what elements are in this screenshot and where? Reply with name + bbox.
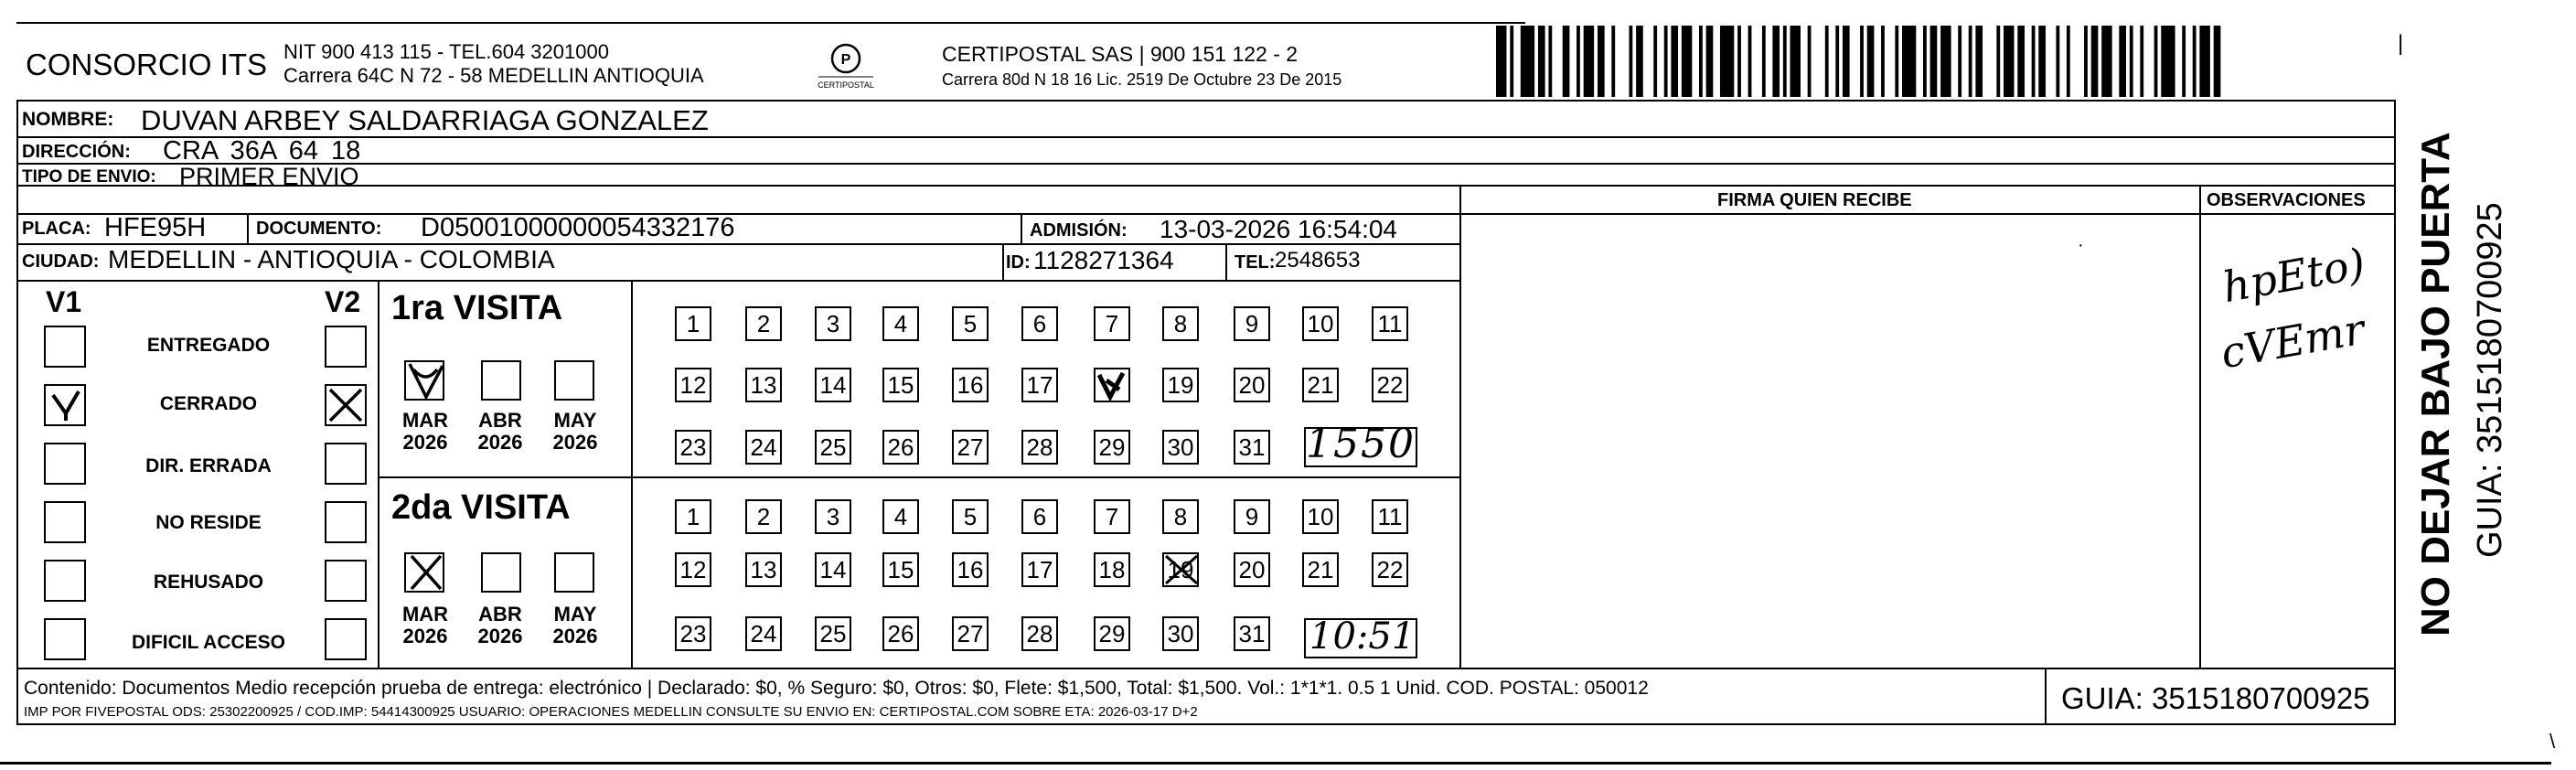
visit1-month-may xyxy=(545,410,605,454)
visit2-day-9[interactable]: 9 xyxy=(1234,499,1270,534)
visit2-month-mar xyxy=(395,604,455,647)
second-visit-title: 2da VISITA xyxy=(391,488,571,527)
visit1-day-20[interactable]: 20 xyxy=(1234,368,1270,402)
visit2-day-17[interactable]: 17 xyxy=(1021,552,1058,587)
barcode-bar xyxy=(1629,26,1632,97)
visit1-day-17[interactable]: 17 xyxy=(1021,368,1058,402)
barcode-bar xyxy=(2032,26,2036,97)
visit1-day-29[interactable]: 29 xyxy=(1094,430,1130,465)
barcode-bar xyxy=(1748,26,1752,97)
v1-checkbox-rehusado[interactable] xyxy=(44,560,86,602)
visit1-month-label: MAY xyxy=(553,409,597,432)
visit2-day-3[interactable]: 3 xyxy=(815,499,851,534)
visit2-month-checkbox-abr[interactable] xyxy=(481,552,521,593)
barcode-bar xyxy=(1584,26,1594,97)
visit1-day-18[interactable] xyxy=(1094,368,1130,402)
visit1-month-checkbox-may[interactable] xyxy=(554,360,594,401)
visit2-day-6[interactable]: 6 xyxy=(1021,499,1058,534)
visit2-day-8[interactable]: 8 xyxy=(1162,499,1199,534)
barcode-bar xyxy=(1808,26,1812,97)
left-border xyxy=(16,100,18,723)
status-label-no-reside: NO RESIDE xyxy=(155,512,262,533)
side-warning: NO DEJAR BAJO PUERTA xyxy=(2413,132,2458,636)
barcode-bar xyxy=(1563,26,1570,97)
logo-icon xyxy=(814,40,878,95)
top-border xyxy=(16,22,1525,24)
visit2-day-13[interactable]: 13 xyxy=(745,552,782,587)
v1-label: V1 xyxy=(46,285,82,318)
barcode-bar xyxy=(1825,26,1829,97)
row-line xyxy=(16,185,2394,187)
v1-checkbox-dificil-acceso[interactable] xyxy=(44,618,86,660)
nombre-value: DUVAN ARBEY SALDARRIAGA GONZALEZ xyxy=(141,104,709,136)
bottom-border xyxy=(16,723,2396,725)
visit2-day-18[interactable]: 18 xyxy=(1094,552,1130,587)
barcode-bar xyxy=(1671,26,1678,97)
barcode-bar xyxy=(1860,26,1864,97)
admision-value: 13-03-2026 16:54:04 xyxy=(1160,215,1397,243)
page-bottom-line xyxy=(0,762,2551,765)
documento-label: DOCUMENTO: xyxy=(256,219,382,239)
admision-label: ADMISIÓN: xyxy=(1030,220,1128,241)
footer-guia: GUIA: 3515180700925 xyxy=(2061,681,2370,715)
visit1-day-2[interactable]: 2 xyxy=(745,306,782,341)
visit2-day-27[interactable]: 27 xyxy=(952,616,989,651)
placa-value: HFE95H xyxy=(104,213,207,242)
placa-label: PLACA: xyxy=(22,219,91,239)
col-firma-left xyxy=(1459,185,1461,668)
certipostal-logo xyxy=(814,40,878,95)
direccion-value: CRA 36A 64 18 xyxy=(163,136,361,166)
visit2-day-29[interactable]: 29 xyxy=(1094,616,1130,651)
visit1-day-8[interactable]: 8 xyxy=(1162,306,1199,341)
footer-line-2: IMP POR FIVEPOSTAL ODS: 25302200925 / COD.IMP: 54414300925 USUARIO: OPERACIONES MEDELLIN CONSULTE SU ENVIO EN: CERTIPOSTAL.COM SOBRE ETA: 2026-03-17 D+2 xyxy=(24,704,1198,720)
visit2-day-14[interactable]: 14 xyxy=(815,552,851,587)
visit2-time: 10:51 xyxy=(1309,615,1416,658)
documento-value: D05001000000054332176 xyxy=(421,213,735,242)
barcode-bar xyxy=(1521,26,1534,97)
visit1-day-15[interactable]: 15 xyxy=(882,368,919,402)
svg-text:CERTIPOSTAL: CERTIPOSTAL xyxy=(818,80,874,90)
visit1-day-12[interactable]: 12 xyxy=(675,368,711,402)
visit1-day-3[interactable]: 3 xyxy=(815,306,851,341)
barcode-bar xyxy=(1762,26,1766,97)
visit1-day-31[interactable]: 31 xyxy=(1234,430,1270,465)
v2-checkbox-entregado[interactable] xyxy=(325,326,367,368)
barcode-bar xyxy=(2004,26,2014,97)
certipostal-address: Carrera 80d N 18 16 Lic. 2519 De Octubre 23 De 2015 xyxy=(942,70,1342,89)
corner-mark: \ xyxy=(2549,730,2556,753)
visit1-day-1[interactable]: 1 xyxy=(675,306,711,341)
barcode-bar xyxy=(2067,26,2070,97)
visit2-day-11[interactable]: 11 xyxy=(1372,499,1408,534)
ciudad-value: MEDELLIN - ANTIOQUIA - COLOMBIA xyxy=(108,245,555,273)
col-status-sep xyxy=(378,280,379,668)
barcode-bar xyxy=(1737,26,1741,97)
status-label-dir-errada: DIR. ERRADA xyxy=(145,455,272,476)
footer-top-line xyxy=(16,668,2394,669)
visit1-day-27[interactable]: 27 xyxy=(952,430,989,465)
visit2-day-24[interactable]: 24 xyxy=(745,616,782,651)
barcode-bar xyxy=(1636,26,1643,97)
side-guia: GUIA: 3515180700925 xyxy=(2471,202,2509,558)
visit2-day-16[interactable]: 16 xyxy=(952,552,989,587)
visit1-day-30[interactable]: 30 xyxy=(1162,430,1199,465)
visit1-month-abr xyxy=(470,410,530,454)
visit1-day-22[interactable]: 22 xyxy=(1372,368,1408,402)
visit1-day-13[interactable]: 13 xyxy=(745,368,782,402)
barcode-bar xyxy=(1902,26,1916,97)
visit1-day-28[interactable]: 28 xyxy=(1021,430,1058,465)
barcode-bar xyxy=(1975,26,1983,97)
observaciones-header: OBSERVACIONES xyxy=(2207,190,2366,210)
visit2-day-10[interactable]: 10 xyxy=(1302,499,1339,534)
barcode-bar xyxy=(1867,26,1875,97)
direccion-label: DIRECCIÓN: xyxy=(22,142,131,162)
visit1-year-label: 2026 xyxy=(477,431,523,454)
barcode-bar xyxy=(1611,26,1615,97)
col-month-sep xyxy=(631,280,633,668)
visit2-day-25[interactable]: 25 xyxy=(815,616,851,651)
barcode-bar xyxy=(1790,26,1801,97)
v1-checkbox-dir-errada[interactable] xyxy=(44,443,86,485)
visit1-year-label: 2026 xyxy=(402,431,448,454)
visit1-day-14[interactable]: 14 xyxy=(815,368,851,402)
visit2-month-label: ABR xyxy=(478,603,522,626)
barcode-bar xyxy=(1772,26,1780,97)
visit2-month-may xyxy=(545,604,605,647)
visit2-day-4[interactable]: 4 xyxy=(882,499,919,534)
visit2-year-label: 2026 xyxy=(477,625,523,647)
visit2-day-7[interactable]: 7 xyxy=(1094,499,1130,534)
visit2-day-28[interactable]: 28 xyxy=(1021,616,1058,651)
status-label-dificil-acceso: DIFICIL ACCESO xyxy=(131,632,285,653)
barcode-bar xyxy=(2084,26,2088,97)
svg-text:P: P xyxy=(840,52,851,68)
barcode-bar xyxy=(1682,26,1692,97)
visit1-day-23[interactable]: 23 xyxy=(675,430,711,465)
barcode-bar xyxy=(1930,26,1938,97)
visit-divider xyxy=(378,476,1459,478)
tel-value: 2548653 xyxy=(1275,248,1361,273)
id-label: ID: xyxy=(1006,252,1031,273)
visit1-year-label: 2026 xyxy=(552,431,598,454)
visit1-day-16[interactable]: 16 xyxy=(952,368,989,402)
barcode-bar xyxy=(1706,26,1714,97)
barcode-bar xyxy=(2119,26,2126,97)
visit1-day-21[interactable]: 21 xyxy=(1302,368,1339,402)
visit2-year-label: 2026 xyxy=(552,625,598,647)
barcode-bar xyxy=(1664,26,1668,97)
visit1-month-checkbox-abr[interactable] xyxy=(481,360,521,401)
handwritten-obs-1: hpEto) xyxy=(2218,238,2369,313)
certipostal-name: CERTIPOSTAL SAS | 900 151 122 - 2 xyxy=(942,42,1299,66)
barcode-bar xyxy=(2199,26,2209,97)
barcode-bar xyxy=(1940,26,1951,97)
barcode-bar xyxy=(1510,26,1513,97)
barcode-bar xyxy=(2193,26,2197,97)
barcode-bar xyxy=(1496,26,1506,97)
status-label-rehusado: REHUSADO xyxy=(153,572,264,593)
v2-label: V2 xyxy=(325,285,361,318)
row-line xyxy=(16,163,2394,165)
header-tick: | xyxy=(2398,31,2404,56)
barcode-bar xyxy=(1538,26,1545,97)
barcode-bar xyxy=(1783,26,1787,97)
barcode-bar xyxy=(1577,26,1580,97)
v1-checkbox-no-reside[interactable] xyxy=(44,501,86,543)
visit2-day-31[interactable]: 31 xyxy=(1234,616,1270,651)
tel-label: TEL: xyxy=(1235,252,1276,273)
ciudad-label: CIUDAD: xyxy=(22,251,100,272)
visit1-month-label: ABR xyxy=(478,409,522,432)
barcode-bar xyxy=(2130,26,2133,97)
visit2-day-21[interactable]: 21 xyxy=(1302,552,1339,587)
v2-checkbox-no-reside[interactable] xyxy=(325,501,367,543)
v2-checkbox-rehusado[interactable] xyxy=(325,560,367,602)
visit2-day-19[interactable]: 19 xyxy=(1162,552,1199,587)
barcode xyxy=(1496,26,2228,97)
barcode-bar xyxy=(2161,26,2175,97)
visit2-day-12[interactable]: 12 xyxy=(675,552,711,587)
barcode-bar xyxy=(2214,26,2221,97)
barcode-bar xyxy=(1996,26,2000,97)
visit1-month-label: MAR xyxy=(401,409,449,432)
barcode-bar xyxy=(1598,26,1605,97)
col-id-sep xyxy=(1002,243,1004,280)
barcode-bar xyxy=(2154,26,2158,97)
visit1-day-24[interactable]: 24 xyxy=(745,430,782,465)
company-name: CONSORCIO ITS xyxy=(26,48,268,81)
v1-checkbox-entregado[interactable] xyxy=(44,326,86,368)
v2-checkbox-cerrado[interactable] xyxy=(325,384,367,426)
barcode-bar xyxy=(1843,26,1850,97)
nombre-label: NOMBRE: xyxy=(22,109,114,130)
v2-checkbox-dificil-acceso[interactable] xyxy=(325,618,367,660)
visit1-month-mar xyxy=(395,410,455,454)
col-placa-sep xyxy=(247,213,249,243)
barcode-bar xyxy=(2182,26,2186,97)
tipo-label: TIPO DE ENVIO: xyxy=(22,167,156,187)
row-line xyxy=(16,136,2394,138)
barcode-bar xyxy=(1895,26,1898,97)
visit2-day-22[interactable]: 22 xyxy=(1372,552,1408,587)
barcode-bar xyxy=(1548,26,1552,97)
col-obs-left xyxy=(2199,185,2201,668)
v1-checkbox-cerrado[interactable] xyxy=(44,384,86,426)
barcode-bar xyxy=(1958,26,1961,97)
barcode-bar xyxy=(1653,26,1657,97)
tipo-value: PRIMER ENVIO xyxy=(179,163,359,190)
first-visit-title: 1ra VISITA xyxy=(391,289,563,327)
visit2-month-label: MAY xyxy=(553,603,597,626)
col-footer-guia xyxy=(2045,668,2047,723)
col-tel-sep xyxy=(1225,243,1227,280)
barcode-bar xyxy=(1881,26,1885,97)
visit1-day-6[interactable]: 6 xyxy=(1021,306,1058,341)
visit2-day-26[interactable]: 26 xyxy=(882,616,919,651)
barcode-bar xyxy=(2038,26,2046,97)
signature-dot: · xyxy=(2078,235,2084,255)
barcode-bar xyxy=(2017,26,2025,97)
visit2-day-2[interactable]: 2 xyxy=(745,499,782,534)
visit2-month-checkbox-may[interactable] xyxy=(554,552,594,593)
barcode-bar xyxy=(1923,26,1927,97)
visit1-day-26[interactable]: 26 xyxy=(882,430,919,465)
company-address: Carrera 64C N 72 - 58 MEDELLIN ANTIOQUIA xyxy=(283,64,704,87)
visit2-day-5[interactable]: 5 xyxy=(952,499,989,534)
firma-header: FIRMA QUIEN RECIBE xyxy=(1717,190,1912,210)
visit2-month-checkbox-mar[interactable] xyxy=(404,552,444,593)
visit1-day-9[interactable]: 9 xyxy=(1234,306,1270,341)
barcode-bar xyxy=(1969,26,1972,97)
visit1-day-5[interactable]: 5 xyxy=(952,306,989,341)
status-label-cerrado: CERRADO xyxy=(159,393,258,414)
visit1-day-11[interactable]: 11 xyxy=(1372,306,1408,341)
visit2-month-abr xyxy=(470,604,530,647)
id-value: 1128271364 xyxy=(1033,246,1174,274)
visit2-year-label: 2026 xyxy=(402,625,448,647)
barcode-bar xyxy=(1835,26,1839,97)
visit1-day-25[interactable]: 25 xyxy=(815,430,851,465)
col-admision-sep xyxy=(1021,213,1022,243)
barcode-bar xyxy=(2091,26,2099,97)
visit2-day-15[interactable]: 15 xyxy=(882,552,919,587)
visit2-day-30[interactable]: 30 xyxy=(1162,616,1199,651)
visit1-month-checkbox-mar[interactable] xyxy=(404,360,444,401)
barcode-bar xyxy=(2140,26,2143,97)
visit2-day-23[interactable]: 23 xyxy=(675,616,711,651)
visit1-day-4[interactable]: 4 xyxy=(882,306,919,341)
v2-checkbox-dir-errada[interactable] xyxy=(325,443,367,485)
barcode-bar xyxy=(2101,26,2111,97)
barcode-bar xyxy=(2056,26,2059,97)
barcode-bar xyxy=(1720,26,1734,97)
header-bottom-border xyxy=(16,100,2394,102)
row-line xyxy=(16,280,1459,282)
right-border xyxy=(2394,100,2396,723)
visit2-month-label: MAR xyxy=(401,603,449,626)
visit2-day-1[interactable]: 1 xyxy=(675,499,711,534)
company-nit: NIT 900 413 115 - TEL.604 3201000 xyxy=(283,40,609,63)
barcode-bar xyxy=(1699,26,1703,97)
visit1-time: 1550 xyxy=(1306,421,1416,467)
visit1-day-19[interactable]: 19 xyxy=(1162,368,1199,402)
visit2-day-20[interactable]: 20 xyxy=(1234,552,1270,587)
visit1-day-7[interactable]: 7 xyxy=(1094,306,1130,341)
footer-line-1: Contenido: Documentos Medio recepción prueba de entrega: electrónico | Declarado: $0, % Seguro: $0, Otros: $0, Flete: $1,500, Total: $1,500. Vol.: 1*1*1. 0.5 1 Unid. COD. POSTAL: 050012 xyxy=(24,678,1649,699)
status-label-entregado: ENTREGADO xyxy=(146,335,271,356)
handwritten-obs-2: cVEmr xyxy=(2217,304,2368,379)
visit1-day-10[interactable]: 10 xyxy=(1302,306,1339,341)
